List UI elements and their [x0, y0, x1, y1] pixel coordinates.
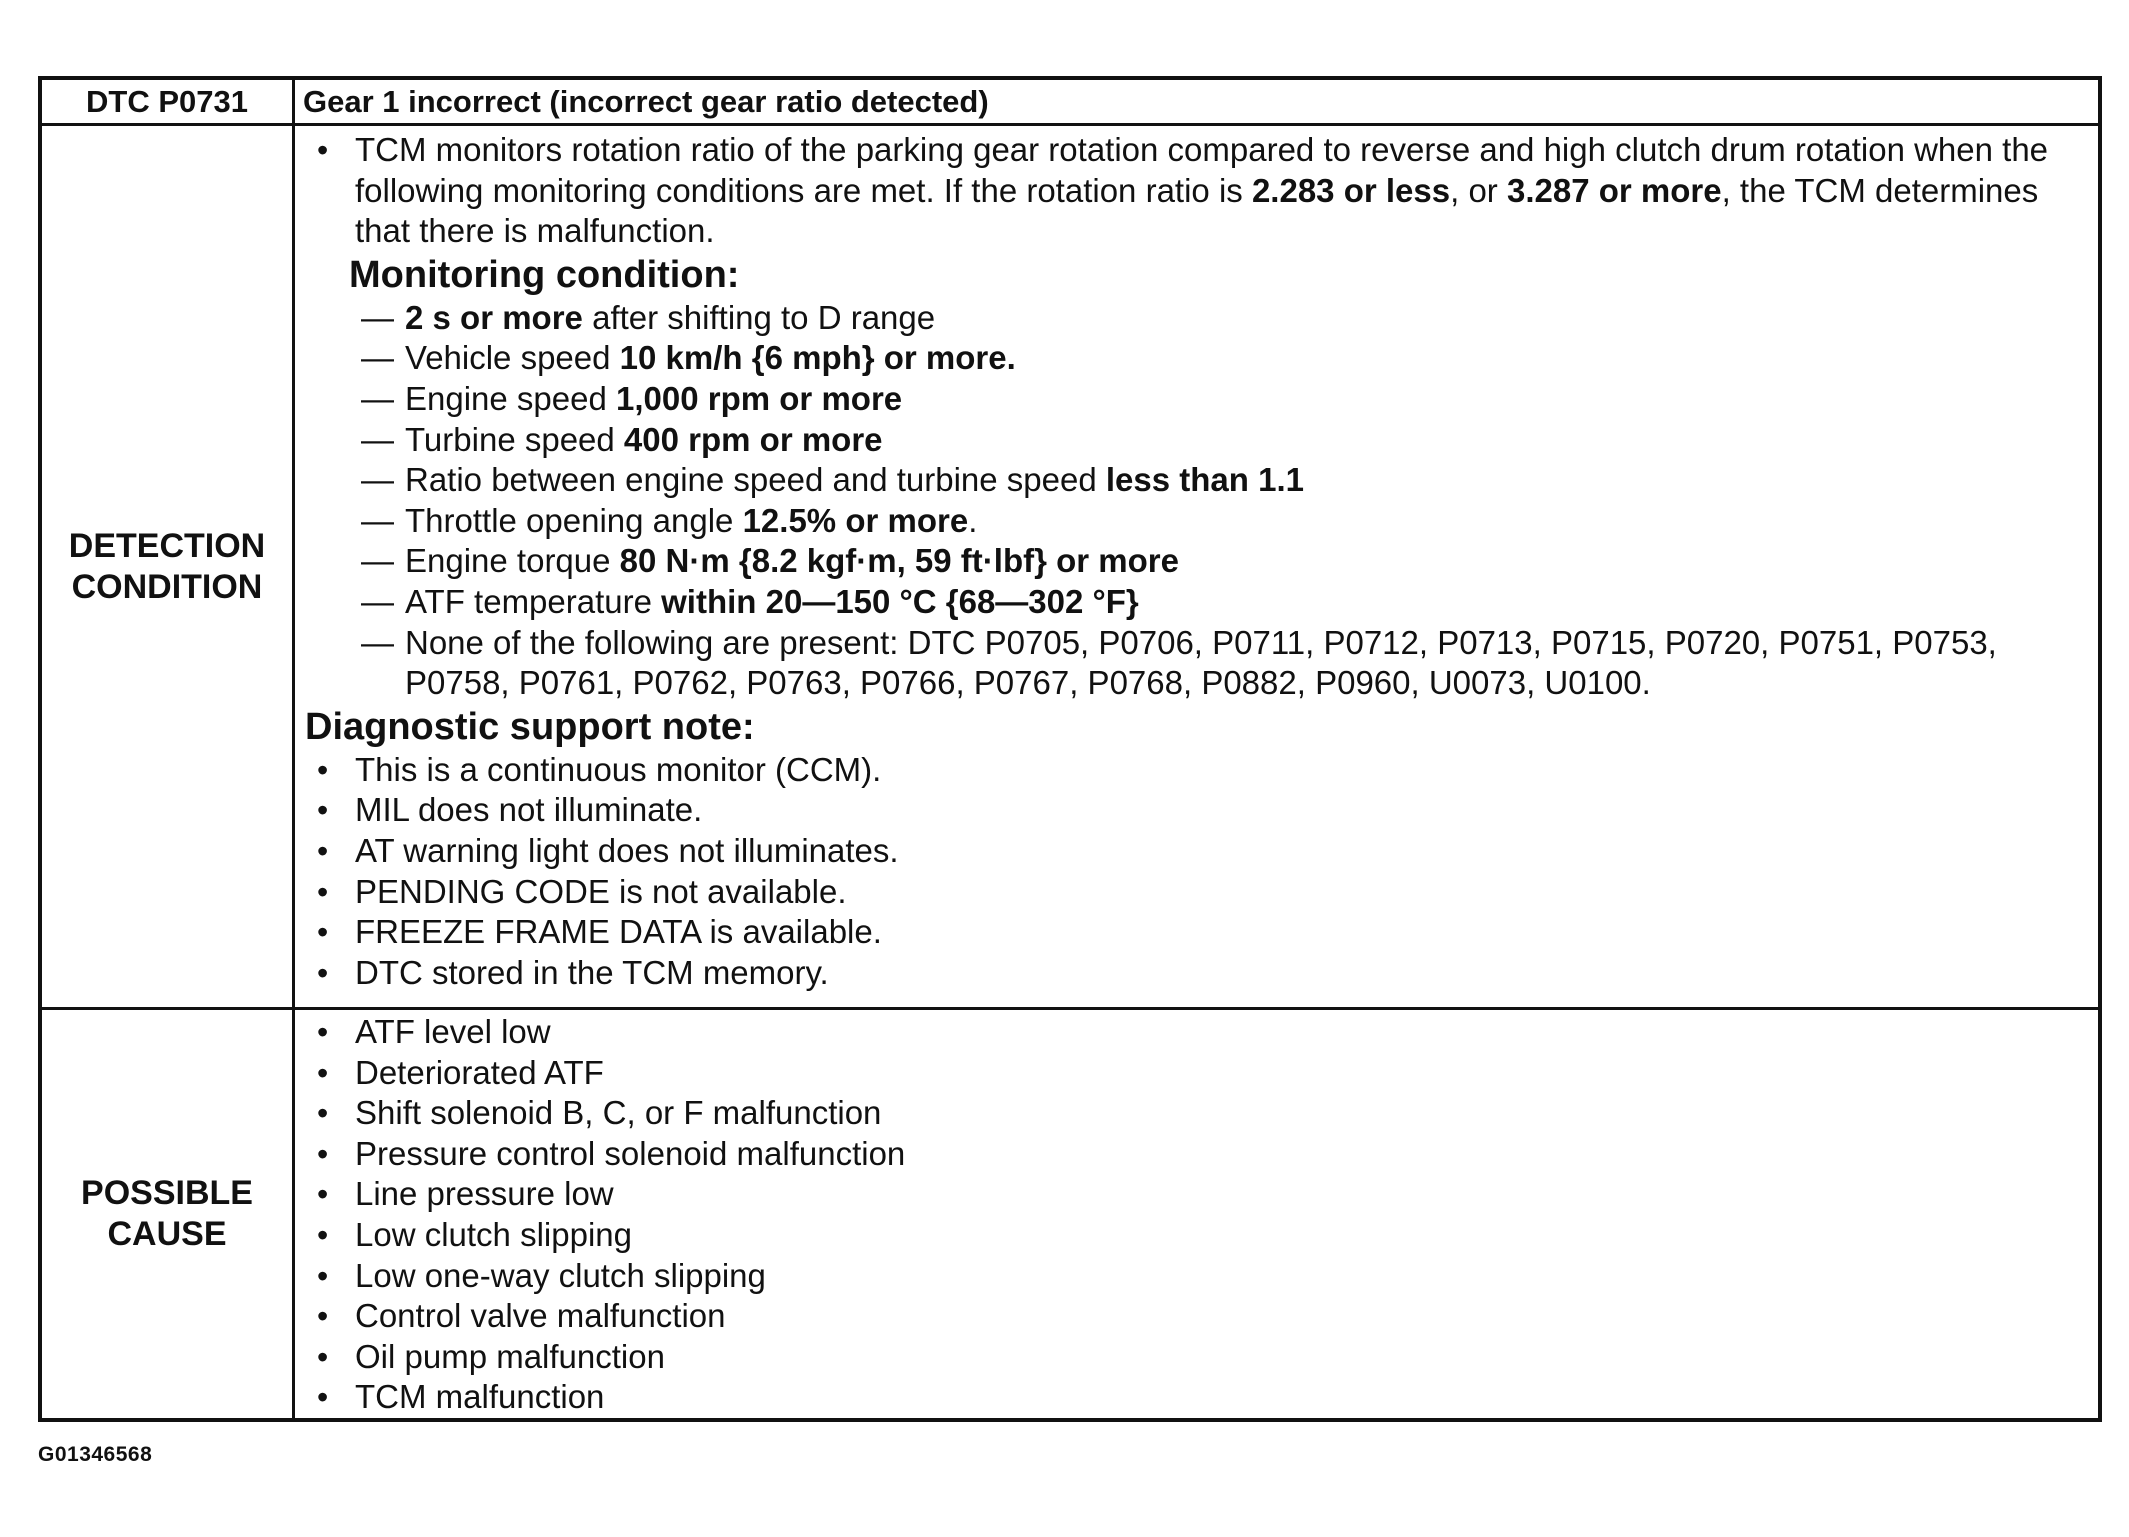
- condition-text: Throttle opening angle: [405, 501, 743, 539]
- dash-icon: —: [361, 379, 394, 417]
- monitoring-conditions-list: [305, 298, 2088, 704]
- list-item: [305, 1215, 2088, 1256]
- list-item: [305, 872, 2088, 913]
- list-item: [305, 912, 2088, 953]
- condition-value: 80 N·m {8.2 kgf·m, 59 ft·lbf} or more: [619, 542, 1179, 580]
- dash-icon: —: [361, 461, 394, 499]
- bullet-icon: •: [317, 1338, 329, 1375]
- list-item: [305, 953, 2088, 994]
- list-item: [305, 1012, 2088, 1053]
- condition-text: Ratio between engine speed and turbine speed: [405, 461, 1106, 499]
- intro-text-2: , or: [1450, 171, 1507, 209]
- bullet-icon: •: [317, 1176, 329, 1213]
- dtc-title-cell: [295, 80, 2098, 126]
- condition-text: None of the following are present: DTC P0705, P0706, P0711, P0712, P0713, P0715, P0720, P0751, P0753, P0758, P0761, P0762, P0763, P0766, P0767, P0768, P0882, P0960, U0073, U0100.: [405, 623, 1997, 702]
- intro-text-1: TCM monitors rotation ratio of the parking gear rotation compared to reverse and high clutch drum rotation when the following monitoring conditions are met. If the rotation ratio is: [355, 131, 2049, 209]
- support-note-text: PENDING CODE is not available.: [355, 872, 847, 910]
- dash-icon: —: [361, 420, 394, 458]
- condition-item: [305, 298, 2088, 339]
- cause-label-line2: CAUSE: [107, 1215, 227, 1253]
- bullet-icon: •: [317, 1257, 329, 1294]
- cause-label-line1: POSSIBLE: [81, 1174, 253, 1212]
- dtc-table: [38, 76, 2102, 1422]
- bullet-icon: •: [317, 792, 329, 829]
- support-note-text: MIL does not illuminate.: [355, 791, 703, 829]
- intro-threshold-high: 3.287 or more: [1506, 171, 1722, 209]
- support-note-text: DTC stored in the TCM memory.: [355, 953, 829, 991]
- cause-text: Oil pump malfunction: [355, 1337, 665, 1375]
- dash-icon: —: [361, 339, 394, 377]
- cause-text: Low one-way clutch slipping: [355, 1256, 766, 1294]
- list-item: [305, 790, 2088, 831]
- dtc-title: Gear 1 incorrect (incorrect gear ratio detected): [303, 83, 989, 119]
- condition-text: after shifting to D range: [582, 298, 936, 336]
- condition-item: [305, 623, 2088, 704]
- condition-item: [305, 541, 2088, 582]
- list-item: [305, 1093, 2088, 1134]
- intro-paragraph: [305, 130, 2088, 252]
- condition-value: 12.5% or more: [742, 501, 969, 539]
- bullet-icon: •: [317, 751, 329, 788]
- condition-text: Engine speed: [405, 379, 617, 417]
- bullet-icon: •: [317, 1095, 329, 1132]
- bullet-icon: •: [317, 914, 329, 951]
- condition-text: ATF temperature: [405, 582, 662, 620]
- list-item: [305, 1134, 2088, 1175]
- list-item: [305, 1377, 2088, 1418]
- bullet-icon: •: [317, 1216, 329, 1253]
- condition-item: [305, 501, 2088, 542]
- cause-text: TCM malfunction: [355, 1378, 605, 1416]
- figure-id: G01346568: [38, 1443, 153, 1466]
- condition-item: [305, 338, 2088, 379]
- intro-text-3: , the TCM determines that there is malfunction.: [355, 171, 2039, 250]
- dash-icon: —: [361, 501, 394, 539]
- support-notes-list: [305, 750, 2088, 994]
- condition-text: Turbine speed: [405, 420, 624, 458]
- bullet-icon: •: [317, 954, 329, 991]
- bullet-icon: •: [317, 832, 329, 869]
- condition-text: Vehicle speed: [405, 339, 620, 377]
- bullet-icon: •: [317, 132, 329, 168]
- condition-value: 10 km/h {6 mph} or more.: [619, 339, 1016, 377]
- detection-condition-content: [295, 126, 2098, 1010]
- condition-item: [305, 379, 2088, 420]
- list-item: [305, 750, 2088, 791]
- condition-value: 400 rpm or more: [623, 420, 883, 458]
- dash-icon: —: [361, 298, 394, 336]
- list-item: [305, 1296, 2088, 1337]
- possible-cause-content: [295, 1010, 2098, 1418]
- list-item: [305, 1174, 2088, 1215]
- condition-value: 1,000 rpm or more: [616, 379, 903, 417]
- support-note-text: FREEZE FRAME DATA is available.: [355, 913, 882, 951]
- detection-condition-label-cell: [42, 126, 295, 1010]
- cause-text: Line pressure low: [355, 1175, 614, 1213]
- condition-item: [305, 420, 2088, 461]
- list-item: [305, 1337, 2088, 1378]
- diagnostic-support-heading: Diagnostic support note:: [305, 705, 755, 748]
- bullet-icon: •: [317, 1298, 329, 1335]
- list-item: [305, 1256, 2088, 1297]
- support-note-text: This is a continuous monitor (CCM).: [355, 750, 882, 788]
- bullet-icon: •: [317, 1379, 329, 1416]
- cause-text: ATF level low: [355, 1013, 551, 1050]
- condition-value: within 20—150 °C {68—302 °F}: [661, 582, 1139, 620]
- support-note-text: AT warning light does not illuminates.: [355, 831, 899, 869]
- list-item: [305, 1053, 2088, 1094]
- condition-text: .: [968, 501, 978, 539]
- dtc-code: DTC P0731: [86, 83, 248, 119]
- dash-icon: —: [361, 582, 394, 620]
- dtc-code-cell: [42, 80, 295, 126]
- condition-value: less than 1.1: [1105, 461, 1304, 499]
- cause-text: Pressure control solenoid malfunction: [355, 1134, 906, 1172]
- condition-item: [305, 460, 2088, 501]
- cause-text: Shift solenoid B, C, or F malfunction: [355, 1094, 882, 1132]
- possible-cause-label-cell: [42, 1010, 295, 1418]
- condition-item: [305, 582, 2088, 623]
- list-item: [305, 831, 2088, 872]
- bullet-icon: •: [317, 1014, 329, 1050]
- cause-text: Control valve malfunction: [355, 1297, 726, 1335]
- bullet-icon: •: [317, 1135, 329, 1172]
- dash-icon: —: [361, 623, 394, 661]
- cause-text: Deteriorated ATF: [355, 1053, 604, 1091]
- intro-threshold-low: 2.283 or less: [1251, 171, 1451, 209]
- detection-label-line1: DETECTION: [68, 526, 266, 565]
- cause-text: Low clutch slipping: [355, 1215, 632, 1253]
- condition-value: 2 s or more: [405, 298, 583, 336]
- condition-text: Engine torque: [405, 542, 620, 580]
- dash-icon: —: [361, 542, 394, 580]
- bullet-icon: •: [317, 1054, 329, 1091]
- detection-label-line2: CONDITION: [71, 567, 263, 606]
- monitoring-condition-heading: Monitoring condition:: [349, 253, 740, 296]
- bullet-icon: •: [317, 873, 329, 910]
